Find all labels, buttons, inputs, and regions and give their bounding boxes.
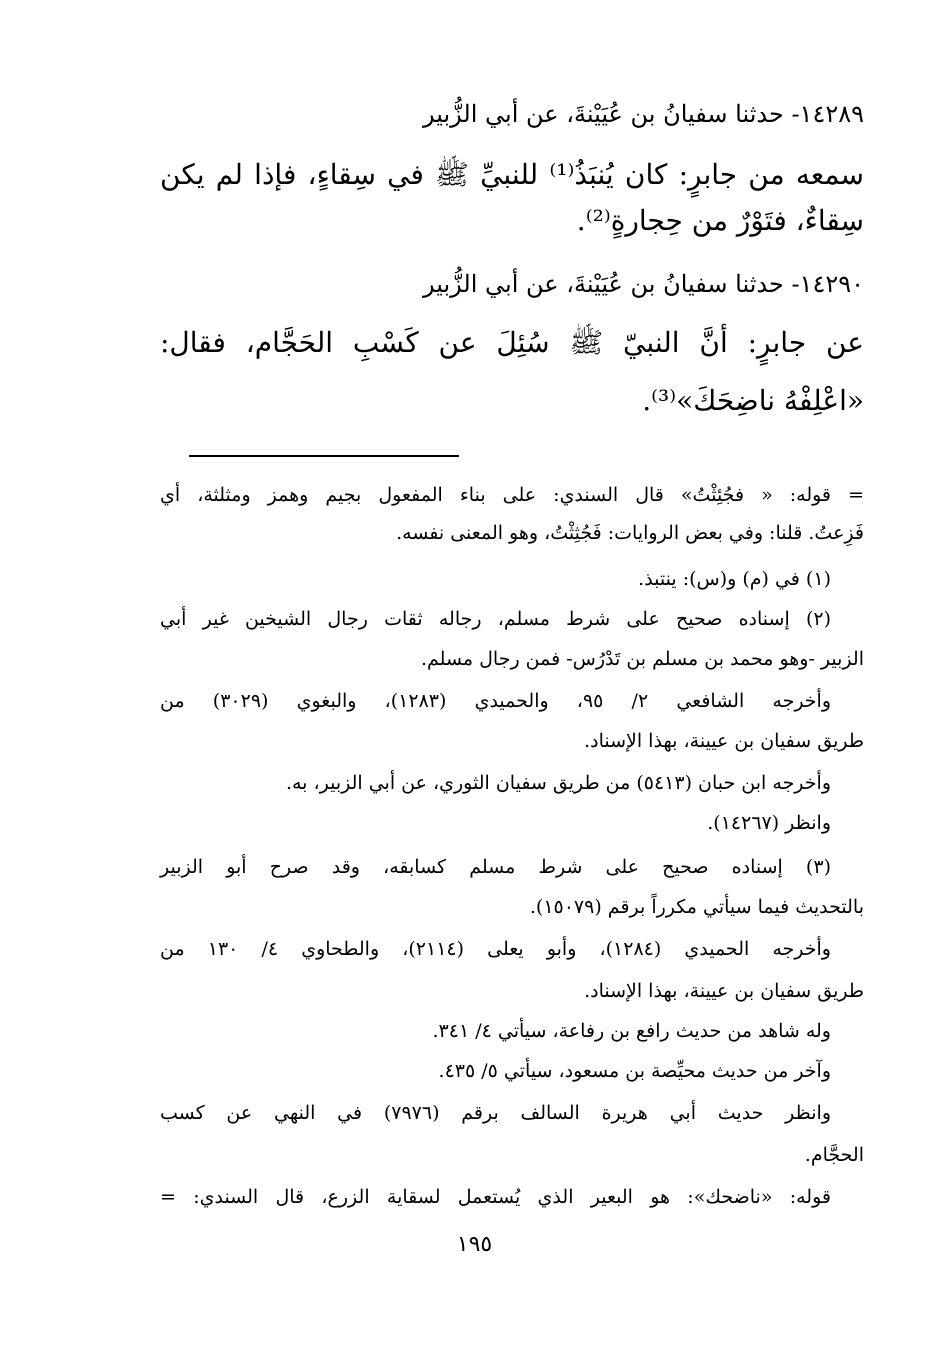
footnote-line: (٣) إسناده صحيح على شرط مسلم كسابقه، وقد صرح أبو الزبير (160, 856, 831, 878)
hadith-text-line: سِقاءٌ، فتَوْرٌ من حِجارةٍ⁽²⁾. (576, 204, 864, 237)
hadith-heading: ١٤٢٨٩- حدثنا سفيانُ بن عُيَيْنةَ، عن أبي الزُّبير (423, 100, 864, 128)
footnote-line: بالتحديث فيما سيأتي مكرراً برقم (١٥٠٧٩). (529, 896, 864, 918)
footnote-line: وآخر من حديث محيِّصة بن مسعود، سيأتي ٥/ ٤٣٥. (438, 1060, 831, 1082)
footnote-line: (١) في (م) و(س): ينتبذ. (638, 568, 831, 590)
footnote-separator (189, 455, 459, 457)
footnote-line: وأخرجه الشافعي ٢/ ٩٥، والحميدي (١٢٨٣)، والبغوي (٣٠٢٩) من (160, 690, 832, 712)
footnote-line: وانظر حديث أبي هريرة السالف برقم (٧٩٧٦) في النهي عن كسب (160, 1102, 831, 1124)
footnote-line: الزبير -وهو محمد بن مسلم بن تَدْرُس- فمن رجال مسلم. (420, 648, 864, 670)
footnote-line: وانظر (١٤٢٦٧). (707, 812, 831, 834)
footnote-line: فَزِعتُ. قلنا: وفي بعض الروايات: فَجُثِثْتُ، وهو المعنى نفسه. (396, 522, 864, 544)
footnote-line: قوله: «ناضحك»: هو البعير الذي يُستعمل لسقاية الزرع، قال السندي: = (160, 1186, 831, 1208)
footnote-line: الحجَّام. (804, 1144, 864, 1166)
footnote-line: = قوله: « فجُئِثْتُ» قال السندي: على بناء المفعول بجيم وهمز ومثلثة، أي (160, 484, 864, 506)
footnote-line: وأخرجه ابن حبان (٥٤١٣) من طريق سفيان الثوري، عن أبي الزبير، به. (285, 772, 831, 794)
hadith-text-line: سمعه من جابرٍ: كان يُنبَذُ⁽¹⁾ للنبيِّ ﷺ في سِقاءٍ، فإذا لم يكن (160, 158, 864, 191)
footnote-line: طريق سفيان بن عيينة، بهذا الإسناد. (584, 980, 864, 1002)
page-number: ١٩٥ (456, 1232, 493, 1257)
hadith-text-line: «اعْلِفْهُ ناضِحَكَ»⁽³⁾. (642, 384, 864, 417)
footnote-line: طريق سفيان بن عيينة، بهذا الإسناد. (584, 730, 864, 752)
hadith-heading: ١٤٢٩٠- حدثنا سفيانُ بن عُيَيْنةَ، عن أبي الزُّبير (423, 270, 864, 298)
footnote-line: وله شاهد من حديث رافع بن رفاعة، سيأتي ٤/ ٣٤١. (432, 1020, 831, 1042)
footnote-line: (٢) إسناده صحيح على شرط مسلم، رجاله ثقات رجال الشيخين غير أبي (160, 608, 831, 630)
footnote-line: وأخرجه الحميدي (١٢٨٤)، وأبو يعلى (٢١١٤)، والطحاوي ٤/ ١٣٠ من (160, 938, 831, 960)
hadith-text-line: عن جابرٍ: أنَّ النبيّ ﷺ سُئِلَ عن كَسْبِ الحَجَّام، فقال: (160, 326, 864, 359)
